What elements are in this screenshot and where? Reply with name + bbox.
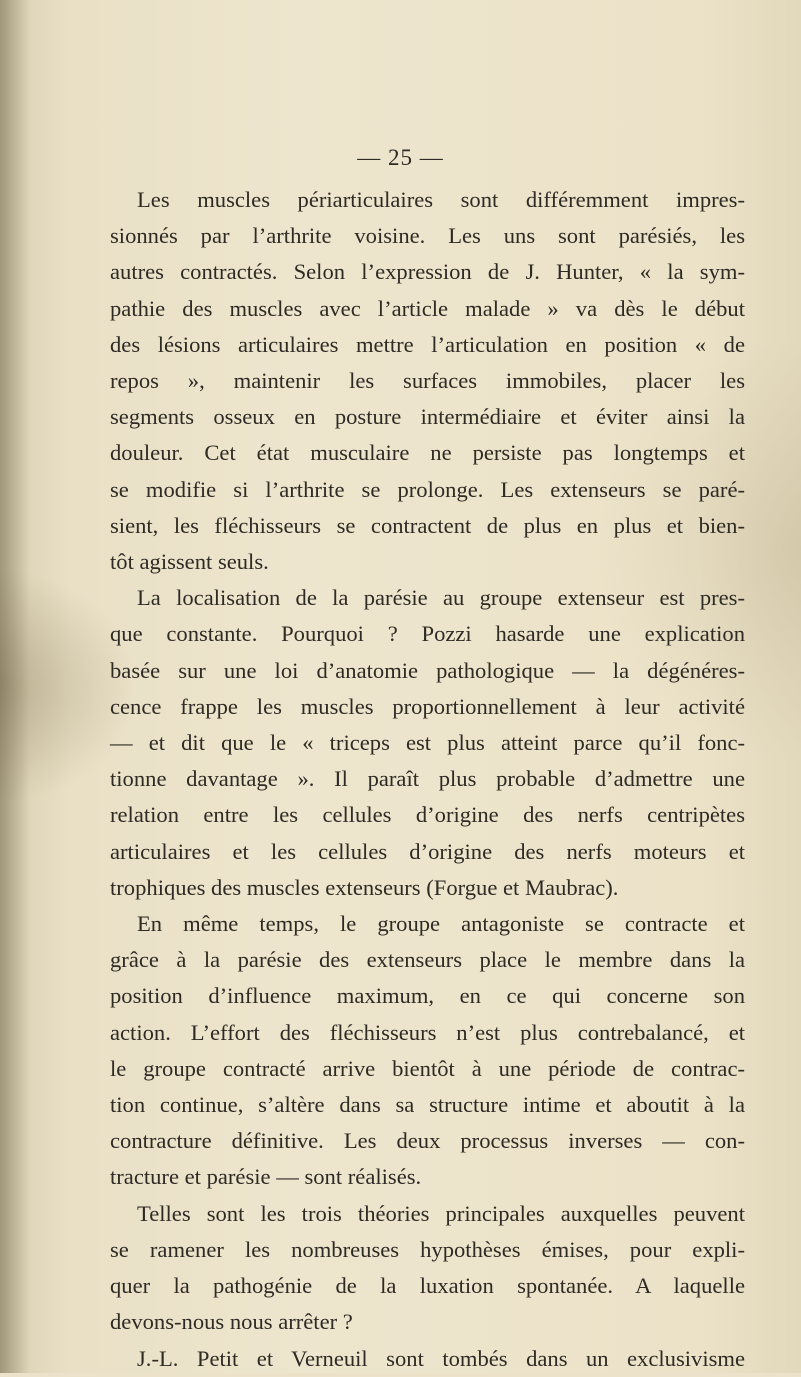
text-line: se ramener les nombreuses hypothèses émises, pour expli- (110, 1236, 745, 1262)
text-line: autres contractés. Selon l’expression de J. Hunter, « la sym- (110, 259, 745, 285)
text-line: J.-L. Petit et Verneuil sont tombés dans un exclusivisme (137, 1345, 745, 1371)
text-line: des lésions articulaires mettre l’articulation en position « de (110, 331, 745, 357)
text-line: La localisation de la parésie au groupe extenseur est pres- (137, 585, 745, 611)
text-line: En même temps, le groupe antagoniste se contracte et (137, 911, 745, 937)
text-line: — et dit que le « triceps est plus atteint parce qu’il fonc- (110, 730, 745, 756)
body-text (110, 182, 745, 1377)
text-line: cence frappe les muscles proportionnellement à leur activité (110, 693, 745, 719)
text-line: pathie des muscles avec l’article malade » va dès le début (110, 295, 745, 321)
text-line: grâce à la parésie des extenseurs place le membre dans la (110, 947, 745, 973)
text-line: tion continue, s’altère dans sa structure intime et aboutit à la (110, 1092, 745, 1118)
text-line: relation entre les cellules d’origine des nerfs centripètes (110, 802, 745, 828)
text-line: douleur. Cet état musculaire ne persiste pas longtemps et (110, 440, 745, 466)
text-line: tracture et parésie — sont réalisés. (110, 1164, 422, 1190)
text-line: position d’influence maximum, en ce qui concerne son (110, 983, 745, 1009)
text-line: Telles sont les trois théories principales auxquelles peuvent (137, 1200, 745, 1226)
text-line: tôt agissent seuls. (110, 549, 269, 575)
text-line: trophiques des muscles extenseurs (Forgue et Maubrac). (110, 874, 619, 900)
text-line: sient, les fléchisseurs se contractent de plus en plus et bien- (110, 512, 745, 538)
text-line: le groupe contracté arrive bientôt à une période de contrac- (110, 1055, 745, 1081)
text-line: se modifie si l’arthrite se prolonge. Les extenseurs se paré- (110, 476, 745, 502)
text-line: que constante. Pourquoi ? Pozzi hasarde une explication (110, 621, 745, 647)
page-number: — 25 — (357, 145, 444, 170)
text-line: basée sur une loi d’anatomie pathologique — la dégénéres- (110, 657, 745, 683)
text-line: sionnés par l’arthrite voisine. Les uns sont parésiés, les (110, 223, 745, 249)
text-line: action. L’effort des fléchisseurs n’est plus contrebalancé, et (110, 1019, 745, 1045)
text-line: devons-nous nous arrêter ? (110, 1309, 353, 1335)
gutter-shadow (0, 0, 30, 1373)
text-line: segments osseux en posture intermédiaire et éviter ainsi la (110, 404, 745, 430)
text-line: tionne davantage ». Il paraît plus probable d’admettre une (110, 766, 745, 792)
text-line: articulaires et les cellules d’origine des nerfs moteurs et (110, 838, 745, 864)
text-line: repos », maintenir les surfaces immobiles, placer les (110, 368, 745, 394)
text-line: quer la pathogénie de la luxation spontanée. A laquelle (110, 1273, 745, 1299)
text-line: Les muscles périarticulaires sont différemment impres- (137, 187, 745, 212)
text-line: contracture définitive. Les deux processus inverses — con- (110, 1128, 745, 1154)
